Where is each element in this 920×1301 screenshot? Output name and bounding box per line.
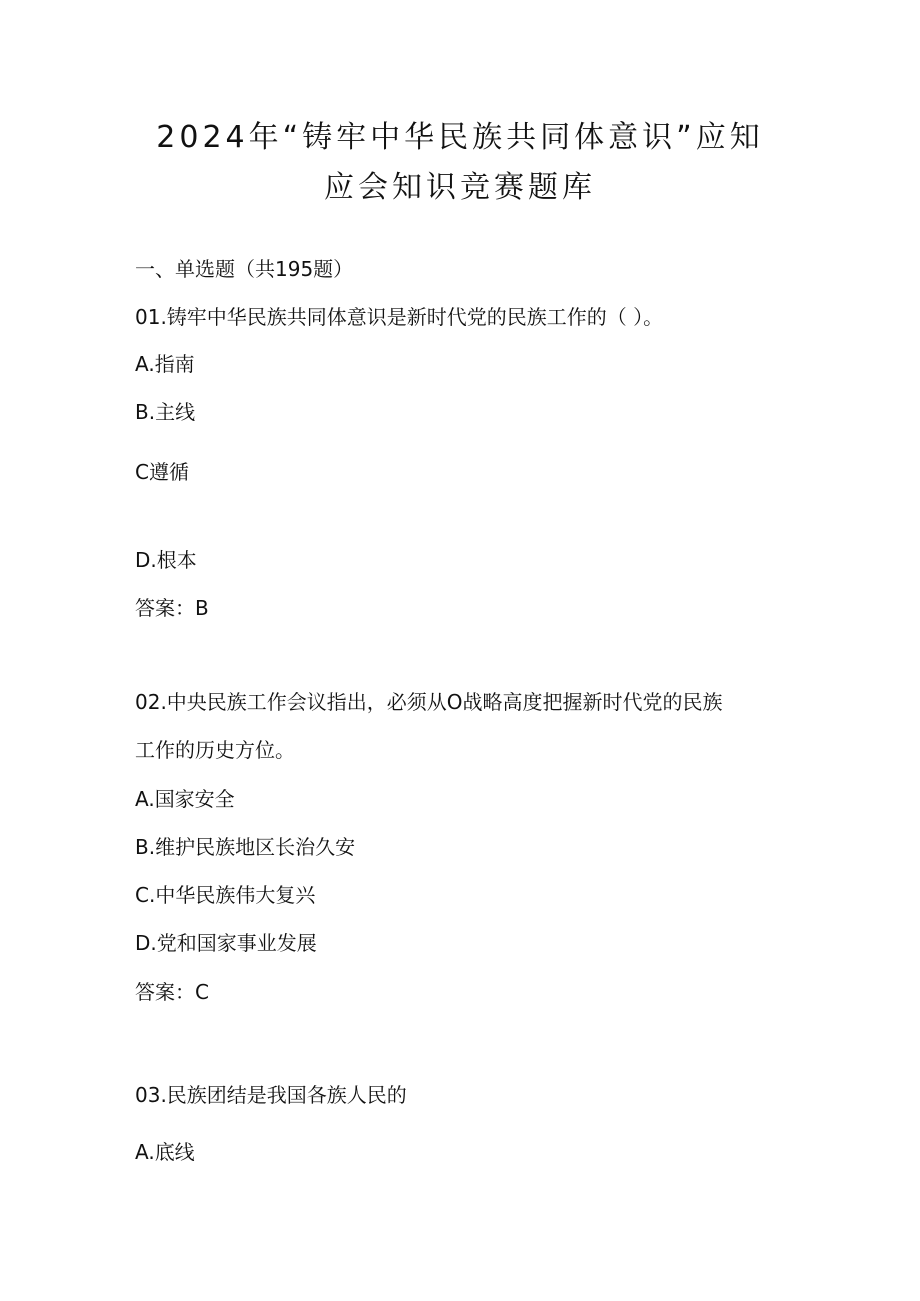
option-d: D.党和国家事业发展 xyxy=(135,931,317,955)
option-a: A.底线 xyxy=(135,1140,195,1164)
option-b: B.维护民族地区长治久安 xyxy=(135,835,356,859)
option-b: B.主线 xyxy=(135,400,196,424)
question-stem-continued: 工作的历史方位。 xyxy=(135,738,295,762)
question-stem: 02.中央民族工作会议指出，必须从O战略高度把握新时代党的民族 xyxy=(135,690,723,714)
answer: 答案：B xyxy=(135,596,209,620)
question-stem: 01.铸牢中华民族共同体意识是新时代党的民族工作的（ ）。 xyxy=(135,305,664,329)
option-a: A.国家安全 xyxy=(135,787,235,811)
option-c: C.中华民族伟大复兴 xyxy=(135,883,316,907)
option-a: A.指南 xyxy=(135,352,195,376)
document-title-line-1: 2024年“铸牢中华民族共同体意识”应知 xyxy=(156,120,764,155)
question-stem: 03.民族团结是我国各族人民的 xyxy=(135,1083,407,1107)
option-d: D.根本 xyxy=(135,548,197,572)
document-title-line-2: 应会知识竞赛题库 xyxy=(324,170,596,205)
option-c: C遵循 xyxy=(135,460,189,484)
section-heading: 一、单选题（共195题） xyxy=(135,257,354,281)
answer: 答案：C xyxy=(135,980,209,1004)
